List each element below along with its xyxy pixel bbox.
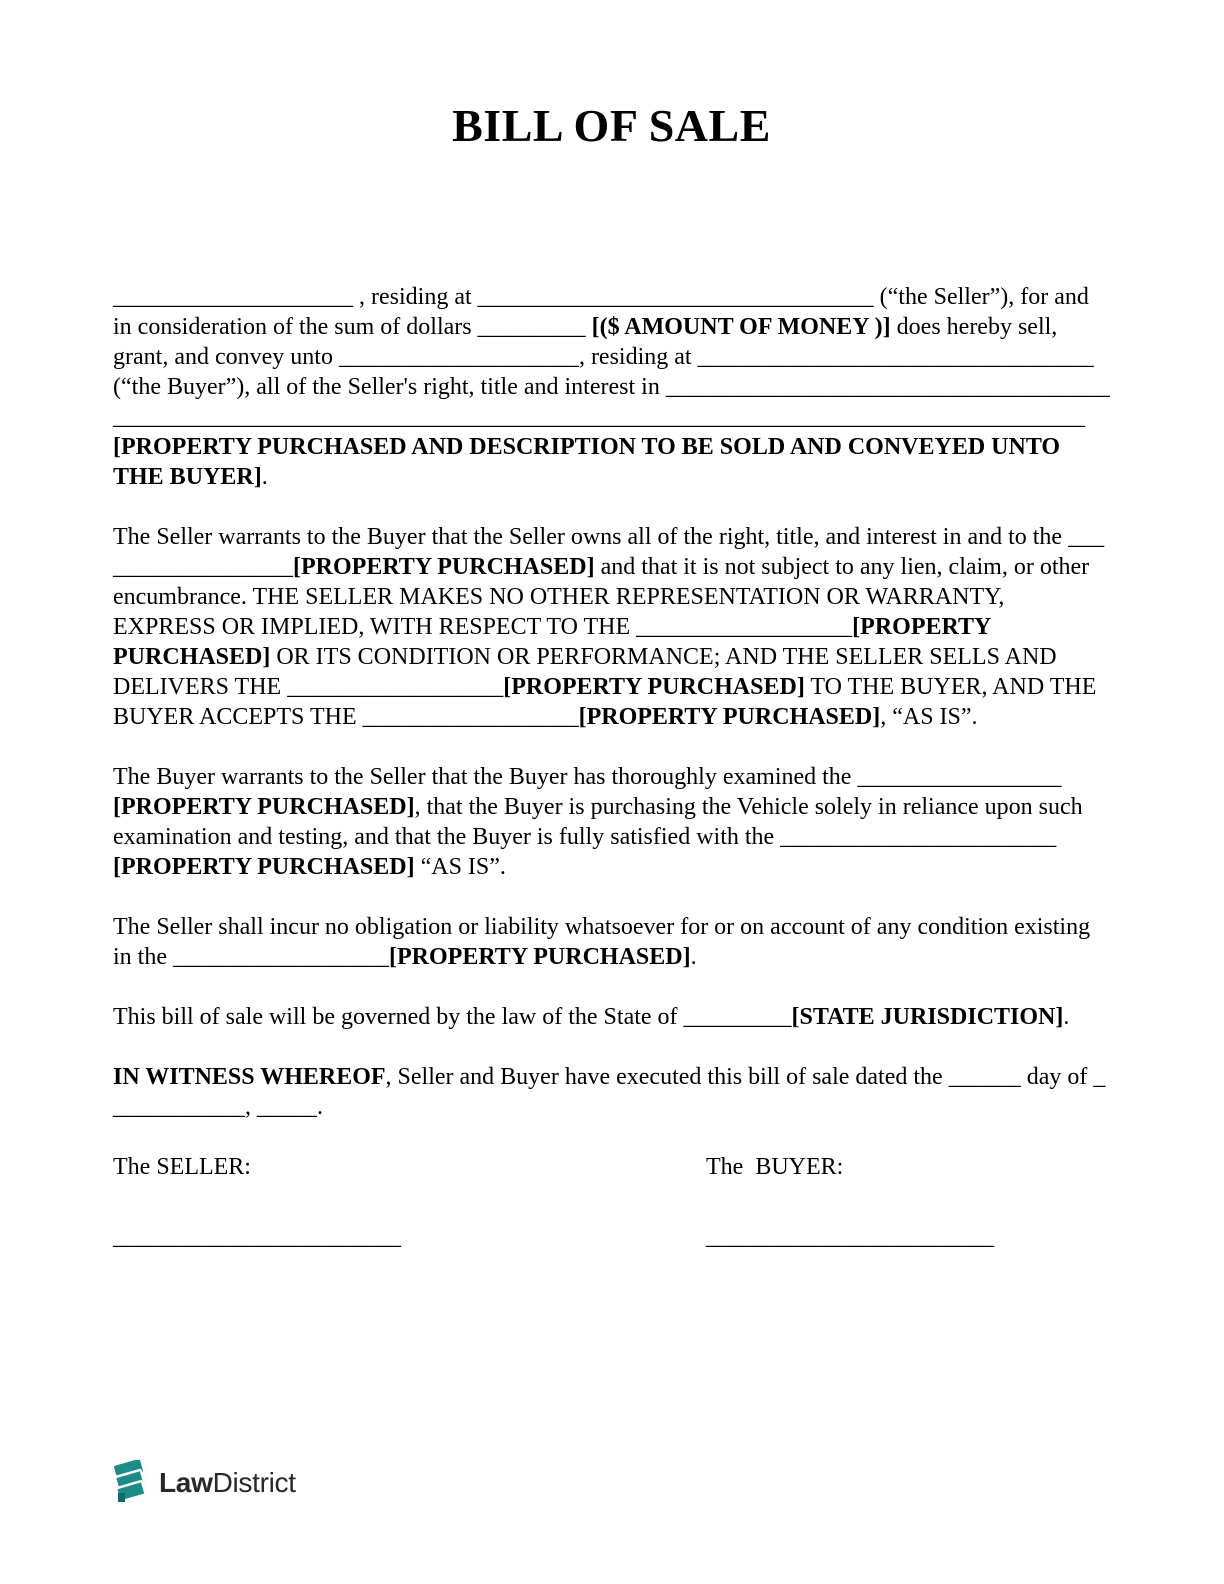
- seller-label: The SELLER:: [113, 1154, 251, 1180]
- blank-field: _________________________________: [477, 284, 874, 310]
- text-run: The Buyer warrants to the Seller that the Buyer has thoroughly examined the: [113, 764, 858, 790]
- text-run: This bill of sale will be governed by the law of the State of: [113, 1004, 684, 1030]
- blank-field: __________________: [287, 674, 504, 700]
- bold-text: [PROPERTY PURCHASED]: [113, 614, 991, 670]
- document-body: [113, 282, 1110, 1252]
- brand-name: [159, 1467, 296, 1499]
- text-run: .: [261, 464, 268, 490]
- text-run: ,: [245, 1094, 257, 1120]
- text-run: .: [317, 1094, 323, 1120]
- blank-field: ______________________________________________________________________________________________________________________: [113, 374, 1110, 430]
- bold-text: [PROPERTY PURCHASED]: [113, 794, 415, 820]
- text-run: OR ITS CONDITION OR PERFORMANCE; AND THE SELLER SELLS AND DELIVERS THE: [113, 644, 1057, 700]
- bold-text: IN WITNESS WHEREOF: [113, 1064, 386, 1090]
- paragraph-no-obligation: [113, 912, 1110, 972]
- blank-field: _______________________: [780, 824, 1057, 850]
- bold-text: [PROPERTY PURCHASED]: [389, 944, 691, 970]
- buyer-label: The BUYER:: [706, 1154, 844, 1180]
- blank-field: __________________: [113, 524, 1105, 580]
- blank-field: _________: [683, 1004, 792, 1030]
- seller-signature-line: ________________________: [113, 1224, 401, 1250]
- signature-lines-row: [113, 1222, 1110, 1252]
- text-run: , “AS IS”.: [880, 704, 978, 730]
- text-run: The Seller shall incur no obligation or liability whatsoever for or on account of any condition existing in the: [113, 914, 1091, 970]
- text-run: day of: [1020, 1064, 1094, 1090]
- bold-text: [PROPERTY PURCHASED]: [113, 854, 415, 880]
- text-run: (“the Seller”), for and in consideration of the sum of dollars: [113, 284, 1089, 340]
- brand-footer: [110, 1460, 296, 1506]
- bold-text: [PROPERTY PURCHASED AND DESCRIPTION TO BE SOLD AND CONVEYED UNTO THE BUYER]: [113, 434, 1061, 490]
- text-run: does hereby sell, grant, and convey unto: [113, 314, 1058, 370]
- blank-field: __________________: [636, 614, 853, 640]
- blank-field: __________________: [173, 944, 389, 970]
- blank-field: _________________________________: [697, 344, 1094, 370]
- paragraph-intro: [113, 282, 1110, 492]
- text-run: .: [1063, 1004, 1070, 1030]
- blank-field: _________: [477, 314, 586, 340]
- text-run: .: [690, 944, 697, 970]
- blank-field: ____________: [113, 1064, 1106, 1120]
- text-run: and that it is not subject to any lien, claim, or other encumbrance. THE SELLER MAKES NO OTHER REPRESENTATION OR WARRANTY, EXPRESS OR IMPLIED, WITH RESPECT TO THE: [113, 554, 1090, 640]
- brand-name-district: District: [212, 1467, 296, 1498]
- text-run: TO THE BUYER, AND THE BUYER ACCEPTS THE: [113, 674, 1097, 730]
- text-run: , residing at: [578, 344, 698, 370]
- text-run: The Seller warrants to the Buyer that the Seller owns all of the right, title, and interest in and to the: [113, 524, 1069, 550]
- blank-field: _____: [257, 1094, 317, 1120]
- blank-field: __________________: [362, 704, 579, 730]
- document-title: BILL OF SALE: [452, 100, 771, 151]
- blank-field: ____________________: [113, 284, 353, 310]
- signature-labels-row: [113, 1152, 1110, 1182]
- text-run: , that the Buyer is purchasing the Vehicle solely in reliance upon such examination and testing, and that the Buyer is fully satisfied with the: [113, 794, 1083, 850]
- blank-field: ______: [948, 1064, 1021, 1090]
- buyer-signature-line: ________________________: [706, 1224, 994, 1250]
- text-run: (“the Buyer”), all of the Seller's right, title and interest in: [113, 374, 666, 400]
- paragraph-governing-law: [113, 1002, 1110, 1032]
- bold-text: [PROPERTY PURCHASED]: [503, 674, 805, 700]
- paragraph-buyer-warranty: [113, 762, 1110, 882]
- bold-text: [PROPERTY PURCHASED]: [578, 704, 881, 730]
- bold-text: [($ AMOUNT OF MONEY )]: [591, 314, 891, 340]
- text-run: “AS IS”.: [414, 854, 506, 880]
- blank-field: ____________________: [338, 344, 579, 370]
- paragraph-seller-warranty: [113, 522, 1110, 732]
- blank-field: _________________: [857, 764, 1062, 790]
- text-run: , residing at: [353, 284, 478, 310]
- paragraph-witness: [113, 1062, 1110, 1122]
- bold-text: [PROPERTY PURCHASED]: [293, 554, 595, 580]
- brand-name-law: Law: [159, 1467, 213, 1498]
- bold-text: [STATE JURISDICTION]: [791, 1004, 1064, 1030]
- lawdistrict-logo-icon: [110, 1460, 152, 1506]
- text-run: , Seller and Buyer have executed this bill of sale dated the: [385, 1064, 949, 1090]
